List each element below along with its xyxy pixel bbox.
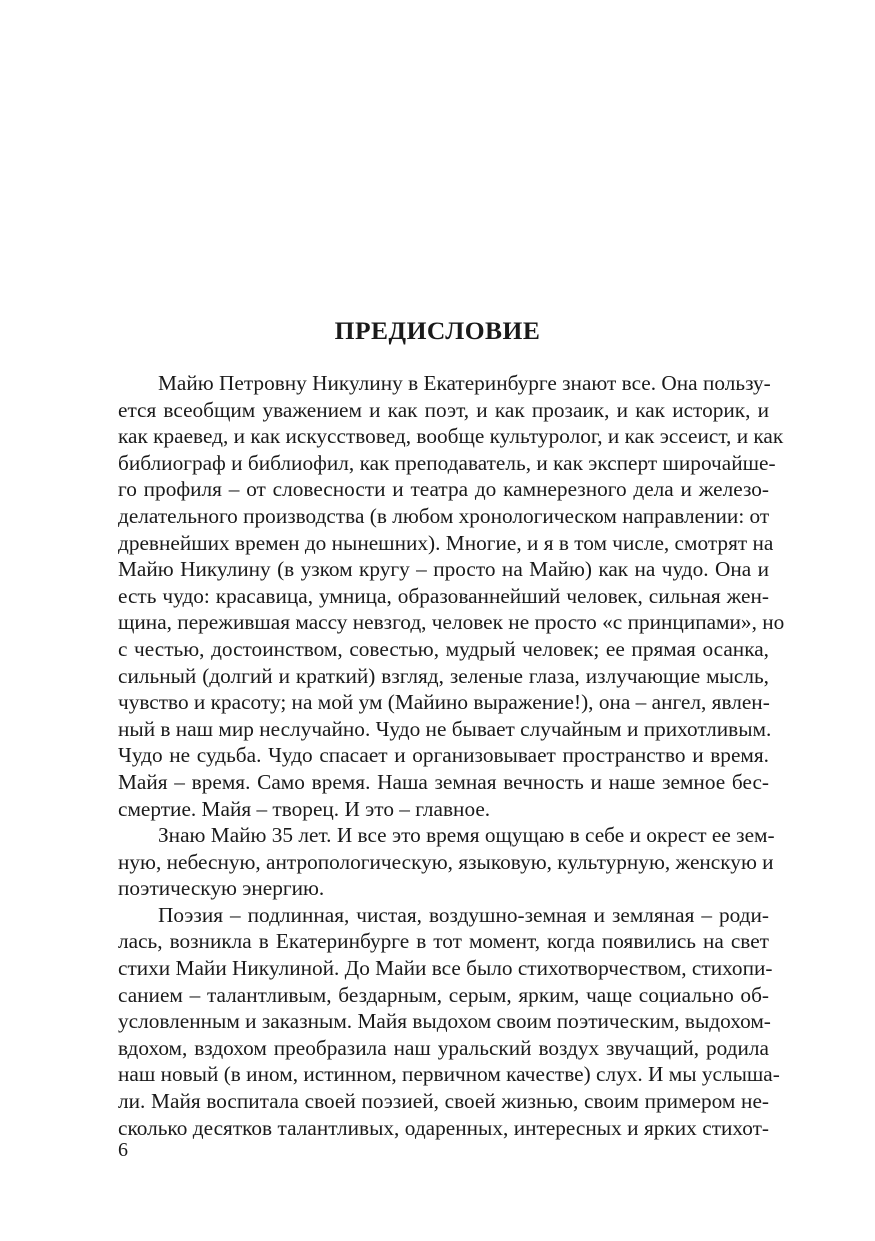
text-line: Чудо не судьба. Чудо спасает и организовывает пространство и время. xyxy=(118,743,769,768)
text-line: поэтическую энергию. xyxy=(118,876,325,901)
text-line: Поэзия – подлинная, чистая, воздушно-земная и земляная – роди- xyxy=(158,902,769,927)
text-line: сколько десятков талантливых, одаренных, интересных и ярких стихот- xyxy=(118,1115,769,1140)
text-line: Знаю Майю 35 лет. И все это время ощущаю в себе и окрест ее зем- xyxy=(158,823,775,848)
text-line: сильный (долгий и краткий) взгляд, зеленые глаза, излучающие мысль, xyxy=(118,663,769,688)
text-line: чувство и красоту; на мой ум (Майино выражение!), она – ангел, явлен- xyxy=(118,690,770,715)
text-line: Майя – время. Само время. Наша земная вечность и наше земное бес- xyxy=(118,769,769,794)
chapter-title: ПРЕДИСЛОВИЕ xyxy=(334,316,541,345)
text-line: с честью, достоинством, совестью, мудрый человек; ее прямая осанка, xyxy=(118,636,769,661)
text-line: лась, возникла в Екатеринбурге в тот момент, когда появились на свет xyxy=(118,929,769,954)
text-line: вдохом, вздохом преобразила наш уральский воздух звучащий, родила xyxy=(118,1035,769,1060)
text-line: условленным и заказным. Майя выдохом своим поэтическим, выдохом- xyxy=(118,1009,771,1034)
text-line: го профиля – от словесности и театра до камнерезного дела и железо- xyxy=(118,477,769,502)
text-line: стихи Майи Никулиной. До Майи все было стихотворчеством, стихопи- xyxy=(118,956,773,981)
paragraph-2 xyxy=(118,822,775,902)
text-line: Майю Никулину (в узком кругу – просто на Майю) как на чудо. Она и xyxy=(118,557,769,582)
body-text xyxy=(118,370,785,1141)
text-line: Майю Петровну Никулину в Екатеринбурге знают все. Она пользу- xyxy=(158,371,771,395)
paragraph-3 xyxy=(118,902,780,1141)
text-line: щина, пережившая массу невзгод, человек не просто «с принципами», но xyxy=(118,610,785,635)
text-line: есть чудо: красавица, умница, образованнейший человек, сильная жен- xyxy=(118,583,769,608)
text-line: ный в наш мир неслучайно. Чудо не бывает случайным и прихотливым. xyxy=(118,716,772,741)
text-line: ную, небесную, антропологическую, языковую, культурную, женскую и xyxy=(118,849,774,874)
text-line: наш новый (в ином, истинном, первичном качестве) слух. И мы услыша- xyxy=(118,1062,780,1087)
text-line: древнейших времен до нынешних). Многие, и я в том числе, смотрят на xyxy=(118,530,774,555)
text-line: как краевед, и как искусствовед, вообще культуролог, и как эссеист, и как xyxy=(118,424,784,449)
text-line: ется всеобщим уважением и как поэт, и как прозаик, и как историк, и xyxy=(118,397,769,422)
text-line: библиограф и библиофил, как преподаватель, и как эксперт широчайше- xyxy=(118,450,776,475)
page-number: 6 xyxy=(118,1139,128,1161)
text-line: смертие. Майя – творец. И это – главное. xyxy=(118,796,491,821)
text-line: санием – талантливым, бездарным, серым, ярким, чаще социально об- xyxy=(118,982,769,1007)
text-line: делательного производства (в любом хронологическом направлении: от xyxy=(118,503,770,528)
text-line: ли. Майя воспитала своей поэзией, своей жизнью, своим примером не- xyxy=(118,1089,769,1114)
paragraph-1 xyxy=(118,370,785,822)
